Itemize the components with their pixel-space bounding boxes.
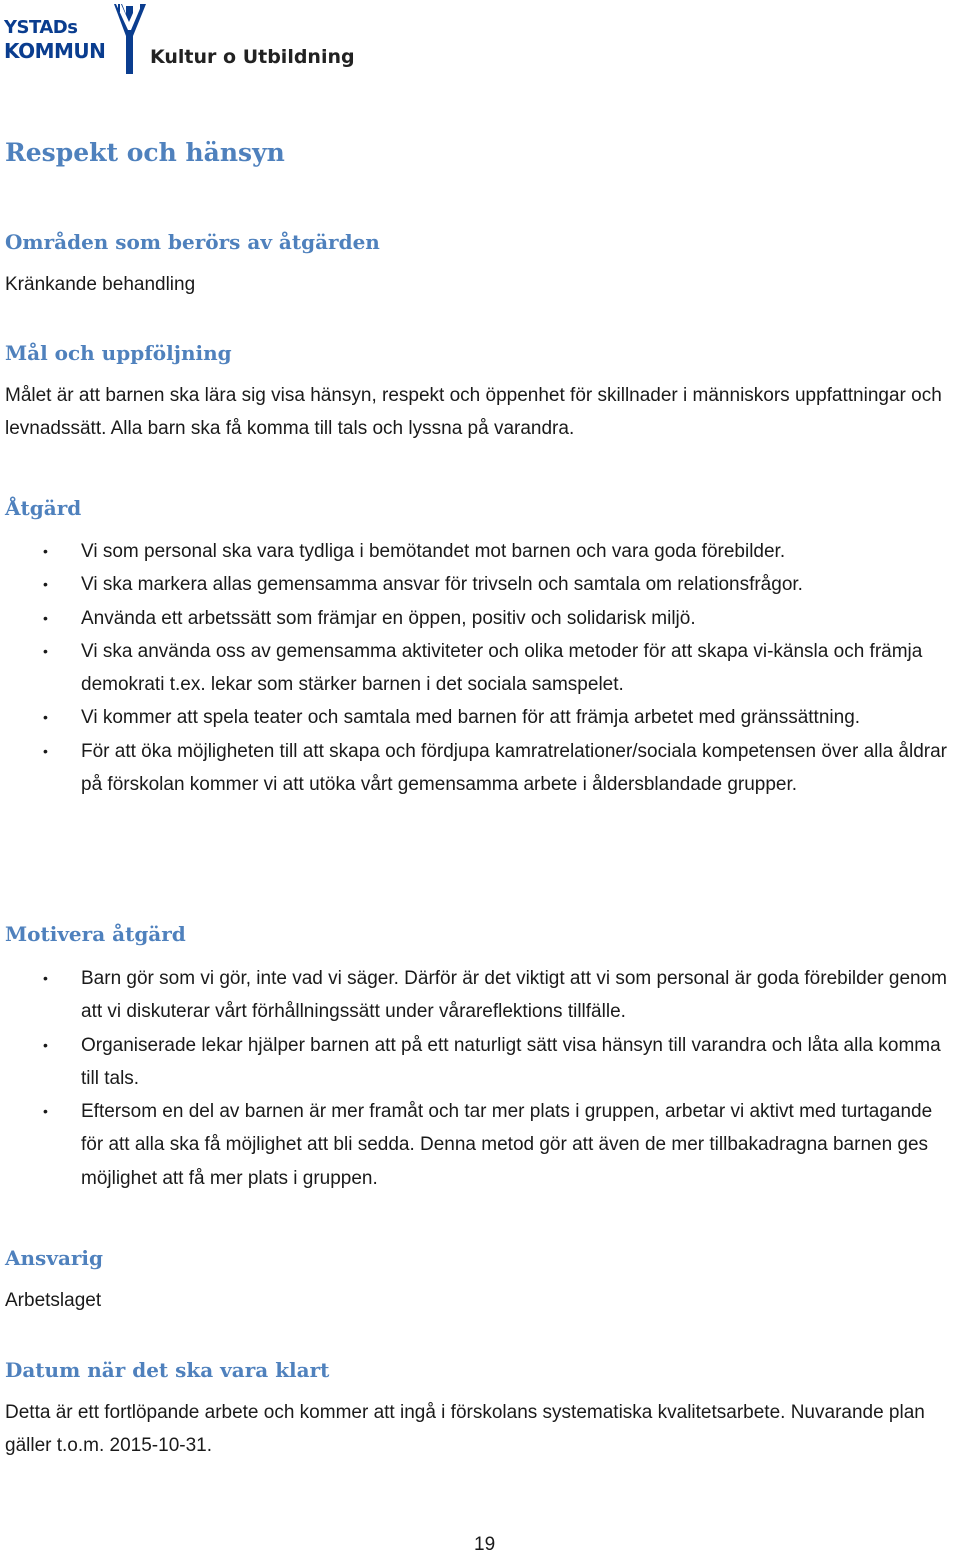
list-item: • Använda ett arbetssätt som främjar en öppen, positiv och solidarisk miljö.: [0, 602, 958, 635]
page-title: Respekt och hänsyn: [5, 138, 285, 167]
ystad-kommun-logo: [4, 2, 355, 76]
goal-heading: Mål och uppföljning: [5, 341, 232, 365]
action-heading: Åtgärd: [5, 496, 82, 520]
motivation-list: [0, 962, 958, 1195]
responsible-heading: Ansvarig: [5, 1246, 104, 1270]
logo-line-ystad: YSTADs: [4, 17, 78, 38]
list-item: • Vi som personal ska vara tydliga i bemötandet mot barnen och vara goda förebilder.: [0, 535, 958, 568]
logo-tagline: Kultur o Utbildning: [150, 46, 355, 68]
list-item: • Vi ska använda oss av gemensamma aktiviteter och olika metoder för att skapa vi-känsla och främja demokrati t.ex. lekar som stärker barnen i det sociala samspelet.: [0, 635, 958, 702]
deadline-heading: Datum när det ska vara klart: [5, 1358, 330, 1382]
list-item: • För att öka möjligheten till att skapa och fördjupa kamratrelationer/sociala kompetensen över alla åldrar på förskolan kommer vi att utöka vårt gemensamma arbete i åldersblandade grupper.: [0, 735, 958, 802]
list-item: • Eftersom en del av barnen är mer framåt och tar mer plats i gruppen, arbetar vi aktivt med turtagande för att alla ska få möjlighet att bli sedda. Denna metod gör att även de mer tillbakadragna barnen ges möjlighet att få mer plats i gruppen.: [0, 1095, 958, 1195]
logo-line-kommun: KOMMUN: [4, 39, 106, 63]
list-item: • Organiserade lekar hjälper barnen att på ett naturligt sätt visa hänsyn till varandra och låta alla komma till tals.: [0, 1029, 958, 1096]
list-item: • Vi ska markera allas gemensamma ansvar för trivseln och samtala om relationsfrågor.: [0, 568, 958, 601]
areas-heading: Områden som berörs av åtgärden: [5, 230, 380, 254]
list-item: • Barn gör som vi gör, inte vad vi säger. Därför är det viktigt att vi som personal är goda förebilder genom att vi diskuterar vårt förhållningssätt under vårareflektions tillfälle.: [0, 962, 958, 1029]
responsible-text: Arbetslaget: [5, 1290, 102, 1311]
areas-text: Kränkande behandling: [5, 274, 196, 295]
list-item: • Vi kommer att spela teater och samtala med barnen för att främja arbetet med gränssättning.: [0, 701, 958, 734]
goal-text: Målet är att barnen ska lära sig visa hänsyn, respekt och öppenhet för skillnader i människors uppfattningar och levnadssätt. Alla barn ska få komma till tals och lyssna på varandra.: [5, 385, 942, 439]
action-list: [0, 535, 958, 801]
page-number: 19: [474, 1534, 496, 1555]
deadline-text: Detta är ett fortlöpande arbete och kommer att ingå i förskolans systematiska kvalitetsarbete. Nuvarande plan gäller t.o.m. 2015-10-31.: [5, 1402, 925, 1456]
motivation-heading: Motivera åtgärd: [5, 922, 186, 946]
municipality-emblem-icon: [112, 2, 148, 74]
